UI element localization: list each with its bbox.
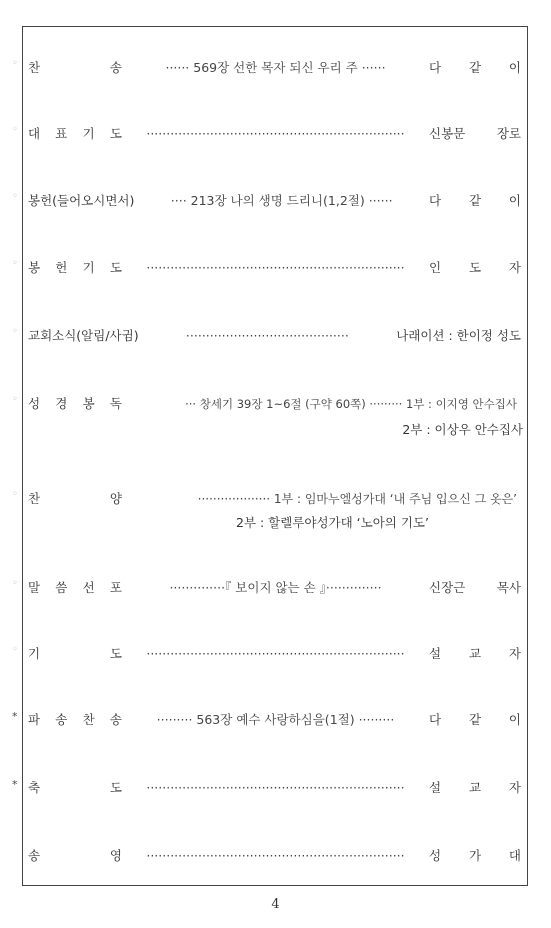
row-detail: ··················· 1부 : 임마누엘성가대 ‘내 주님 입으신 그 옷은’ [197, 492, 517, 506]
row-leader: 인 도 자 [429, 260, 521, 275]
page-number: 4 [271, 897, 280, 912]
row-marker: ◦ [12, 258, 18, 269]
row-prayer [12, 644, 521, 662]
row-marker: ◦ [12, 326, 18, 337]
row-leader: 다 같 이 [429, 193, 521, 208]
row-detail: ································································· [146, 126, 405, 141]
row-detail: ··· 창세기 39장 1~6절 (구약 60쪽) ········· 1부 : 이지영 안수집사 [185, 397, 517, 411]
row-leader: 신장근 목사 [429, 580, 521, 595]
row-detail: ······ 569장 선한 목자 되신 우리 주 ······ [165, 60, 386, 75]
row-choir-second-service: 2부 : 할렐루야성가대 ‘노아의 기도’ [236, 515, 429, 530]
row-scripture-second-service: 2부 : 이상우 안수집사 [402, 422, 523, 437]
row-label: 기 도 [28, 646, 122, 661]
row-marker: ◦ [12, 124, 18, 135]
row-label: 봉 헌 기 도 [28, 260, 122, 275]
row-doxology [28, 846, 521, 864]
row-label: 대 표 기 도 [28, 126, 122, 141]
row-label: 찬 양 [28, 491, 122, 506]
row-sending-hymn [12, 710, 521, 728]
order-of-worship-frame [22, 26, 528, 886]
row-detail: ································································· [146, 780, 405, 795]
row-marker: ◦ [12, 191, 18, 202]
row-leader: 성 가 대 [429, 848, 521, 863]
row-leader: 신봉문 장로 [429, 126, 521, 141]
row-offering [12, 191, 521, 209]
row-scripture-reading [12, 394, 521, 412]
row-label: 봉헌(들어오시면서) [28, 193, 135, 208]
row-marker: ◦ [12, 644, 18, 655]
stand-marker: * [12, 778, 18, 791]
row-label: 교회소식(알림/사귐) [28, 328, 139, 343]
row-offering-prayer [12, 258, 521, 276]
row-label: 찬 송 [28, 60, 122, 75]
row-detail: ································································· [146, 646, 405, 661]
row-leader: 다 같 이 [429, 60, 521, 75]
row-label: 송 영 [28, 848, 122, 863]
row-leader: 설 교 자 [429, 780, 521, 795]
row-detail: ···· 213장 나의 생명 드리니(1,2절) ······ [170, 193, 393, 208]
row-marker: ◦ [12, 489, 18, 500]
row-detail: ········································· [185, 328, 349, 343]
row-label: 성 경 봉 독 [28, 396, 122, 411]
row-church-news [12, 326, 521, 344]
row-hymn [12, 58, 521, 76]
row-label: 파 송 찬 송 [28, 712, 122, 727]
row-leader: 다 같 이 [429, 712, 521, 727]
row-leader: 나래이션 : 한이정 성도 [396, 328, 521, 343]
row-sermon [12, 578, 521, 596]
row-detail: ································································· [146, 260, 405, 275]
row-marker: ◦ [12, 394, 18, 405]
row-marker: ◦ [12, 58, 18, 69]
stand-marker: * [12, 710, 18, 723]
row-detail: ········· 563장 예수 사랑하심을(1절) ········· [156, 712, 395, 727]
row-marker: ◦ [12, 578, 18, 589]
row-leader: 설 교 자 [429, 646, 521, 661]
row-choir-anthem [12, 489, 521, 507]
row-label: 말 씀 선 포 [28, 580, 122, 595]
row-detail: ································································· [146, 848, 405, 863]
row-representative-prayer [12, 124, 521, 142]
row-label: 축 도 [28, 780, 122, 795]
row-detail: ··············『 보이지 않는 손 』·············· [169, 580, 382, 595]
row-benediction [12, 778, 521, 796]
